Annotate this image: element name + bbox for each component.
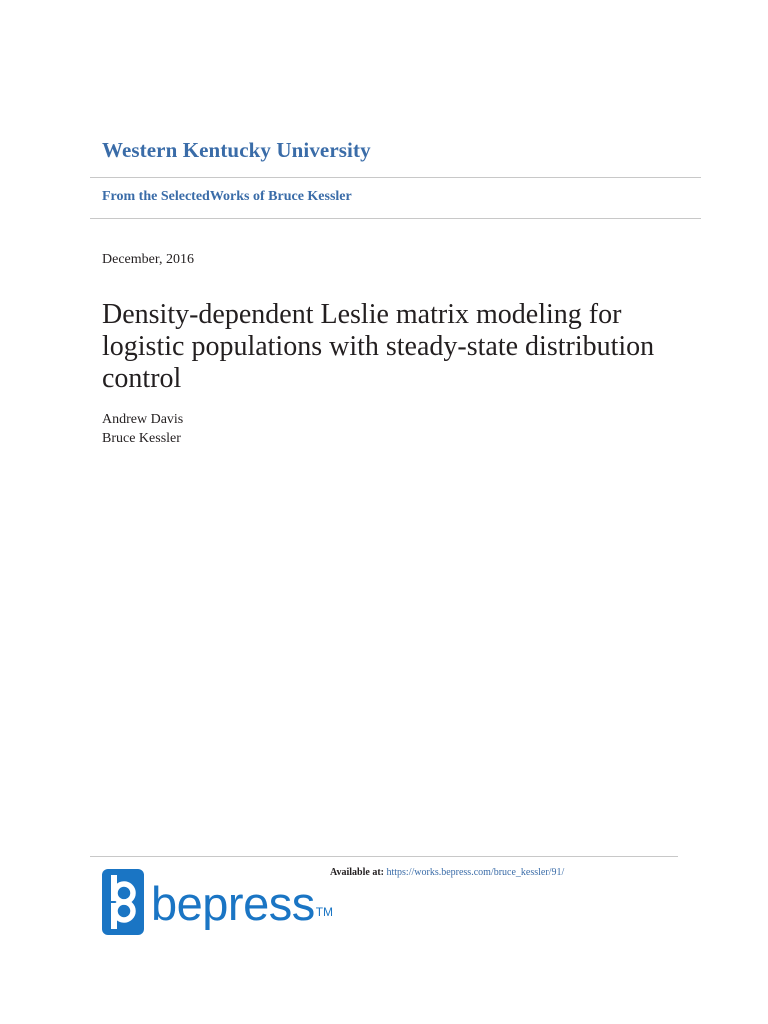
header-divider-top: [90, 177, 701, 178]
header-divider-bottom: [90, 218, 701, 219]
author-name: Bruce Kessler: [102, 431, 181, 446]
author-list: [102, 410, 183, 448]
author-name: Andrew Davis: [102, 412, 184, 427]
bepress-wordmark[interactable]: [151, 876, 333, 932]
available-at: [330, 867, 564, 878]
available-at-link[interactable]: https://works.bepress.com/bruce_kessler/91/: [386, 867, 565, 878]
institution-name[interactable]: Western Kentucky University: [102, 138, 371, 162]
publication-date: December, 2016: [102, 252, 194, 267]
bepress-logo-icon[interactable]: [102, 869, 144, 935]
selectedworks-link[interactable]: From the SelectedWorks of Bruce Kessler: [102, 189, 352, 204]
footer-divider: [90, 856, 678, 857]
trademark-symbol: TM: [315, 905, 334, 919]
available-at-label: Available at:: [330, 867, 384, 878]
paper-title: Density-dependent Leslie matrix modeling for logistic populations with steady-state distribution control: [102, 299, 655, 394]
bepress-wordmark-text: bepress: [151, 877, 315, 930]
